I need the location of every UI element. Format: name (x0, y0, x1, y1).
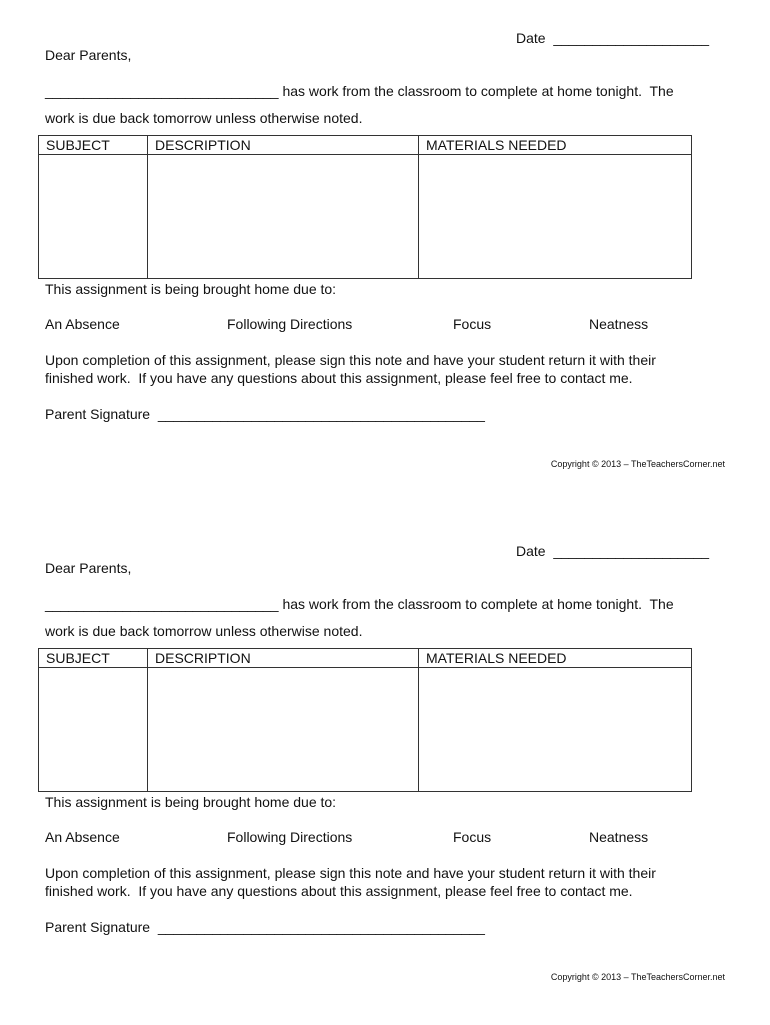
option-focus: Focus (453, 316, 492, 332)
description-header: DESCRIPTION (148, 649, 419, 668)
subject-cell[interactable] (39, 668, 148, 792)
date-field-line: Date ____________________ (516, 30, 710, 46)
intro-line-1: ______________________________ has work from the classroom to complete at home tonight. The (45, 596, 674, 612)
closing-line-2: finished work. If you have any questions about this assignment, please feel free to contact me. (45, 370, 633, 386)
homework-note-2 (0, 513, 770, 1025)
subject-header: SUBJECT (39, 649, 148, 668)
closing-line-1: Upon completion of this assignment, please sign this note and have your student return it with their (45, 352, 656, 368)
table-row (39, 668, 692, 792)
subject-cell[interactable] (39, 155, 148, 279)
description-cell[interactable] (148, 155, 419, 279)
intro-line-2: work is due back tomorrow unless otherwise noted. (45, 110, 363, 126)
intro-line-1: ______________________________ has work from the classroom to complete at home tonight. The (45, 83, 674, 99)
reason-intro: This assignment is being brought home due to: (45, 794, 337, 810)
homework-note-1 (0, 0, 770, 512)
option-neatness: Neatness (589, 316, 649, 332)
materials-header: MATERIALS NEEDED (419, 649, 692, 668)
copyright: Copyright © 2013 – TheTeachersCorner.net (550, 972, 725, 982)
assignment-table (38, 135, 692, 279)
materials-header: MATERIALS NEEDED (419, 136, 692, 155)
table-header-row (39, 136, 692, 155)
materials-cell[interactable] (419, 155, 692, 279)
intro-line-2: work is due back tomorrow unless otherwise noted. (45, 623, 363, 639)
option-following-directions: Following Directions (227, 829, 353, 845)
option-neatness: Neatness (589, 829, 649, 845)
option-following-directions: Following Directions (227, 316, 353, 332)
description-header: DESCRIPTION (148, 136, 419, 155)
table-row (39, 155, 692, 279)
salutation: Dear Parents, (45, 47, 132, 63)
parent-signature-line: Parent Signature __________________________________________ (45, 406, 485, 422)
description-cell[interactable] (148, 668, 419, 792)
option-focus: Focus (453, 829, 492, 845)
materials-cell[interactable] (419, 668, 692, 792)
date-field-line: Date ____________________ (516, 543, 710, 559)
subject-header: SUBJECT (39, 136, 148, 155)
salutation: Dear Parents, (45, 560, 132, 576)
option-absence: An Absence (45, 829, 120, 845)
closing-line-1: Upon completion of this assignment, please sign this note and have your student return it with their (45, 865, 656, 881)
assignment-table (38, 648, 692, 792)
reason-intro: This assignment is being brought home due to: (45, 281, 337, 297)
closing-line-2: finished work. If you have any questions about this assignment, please feel free to contact me. (45, 883, 633, 899)
table-header-row (39, 649, 692, 668)
copyright: Copyright © 2013 – TheTeachersCorner.net (550, 459, 725, 469)
option-absence: An Absence (45, 316, 120, 332)
parent-signature-line: Parent Signature __________________________________________ (45, 919, 485, 935)
